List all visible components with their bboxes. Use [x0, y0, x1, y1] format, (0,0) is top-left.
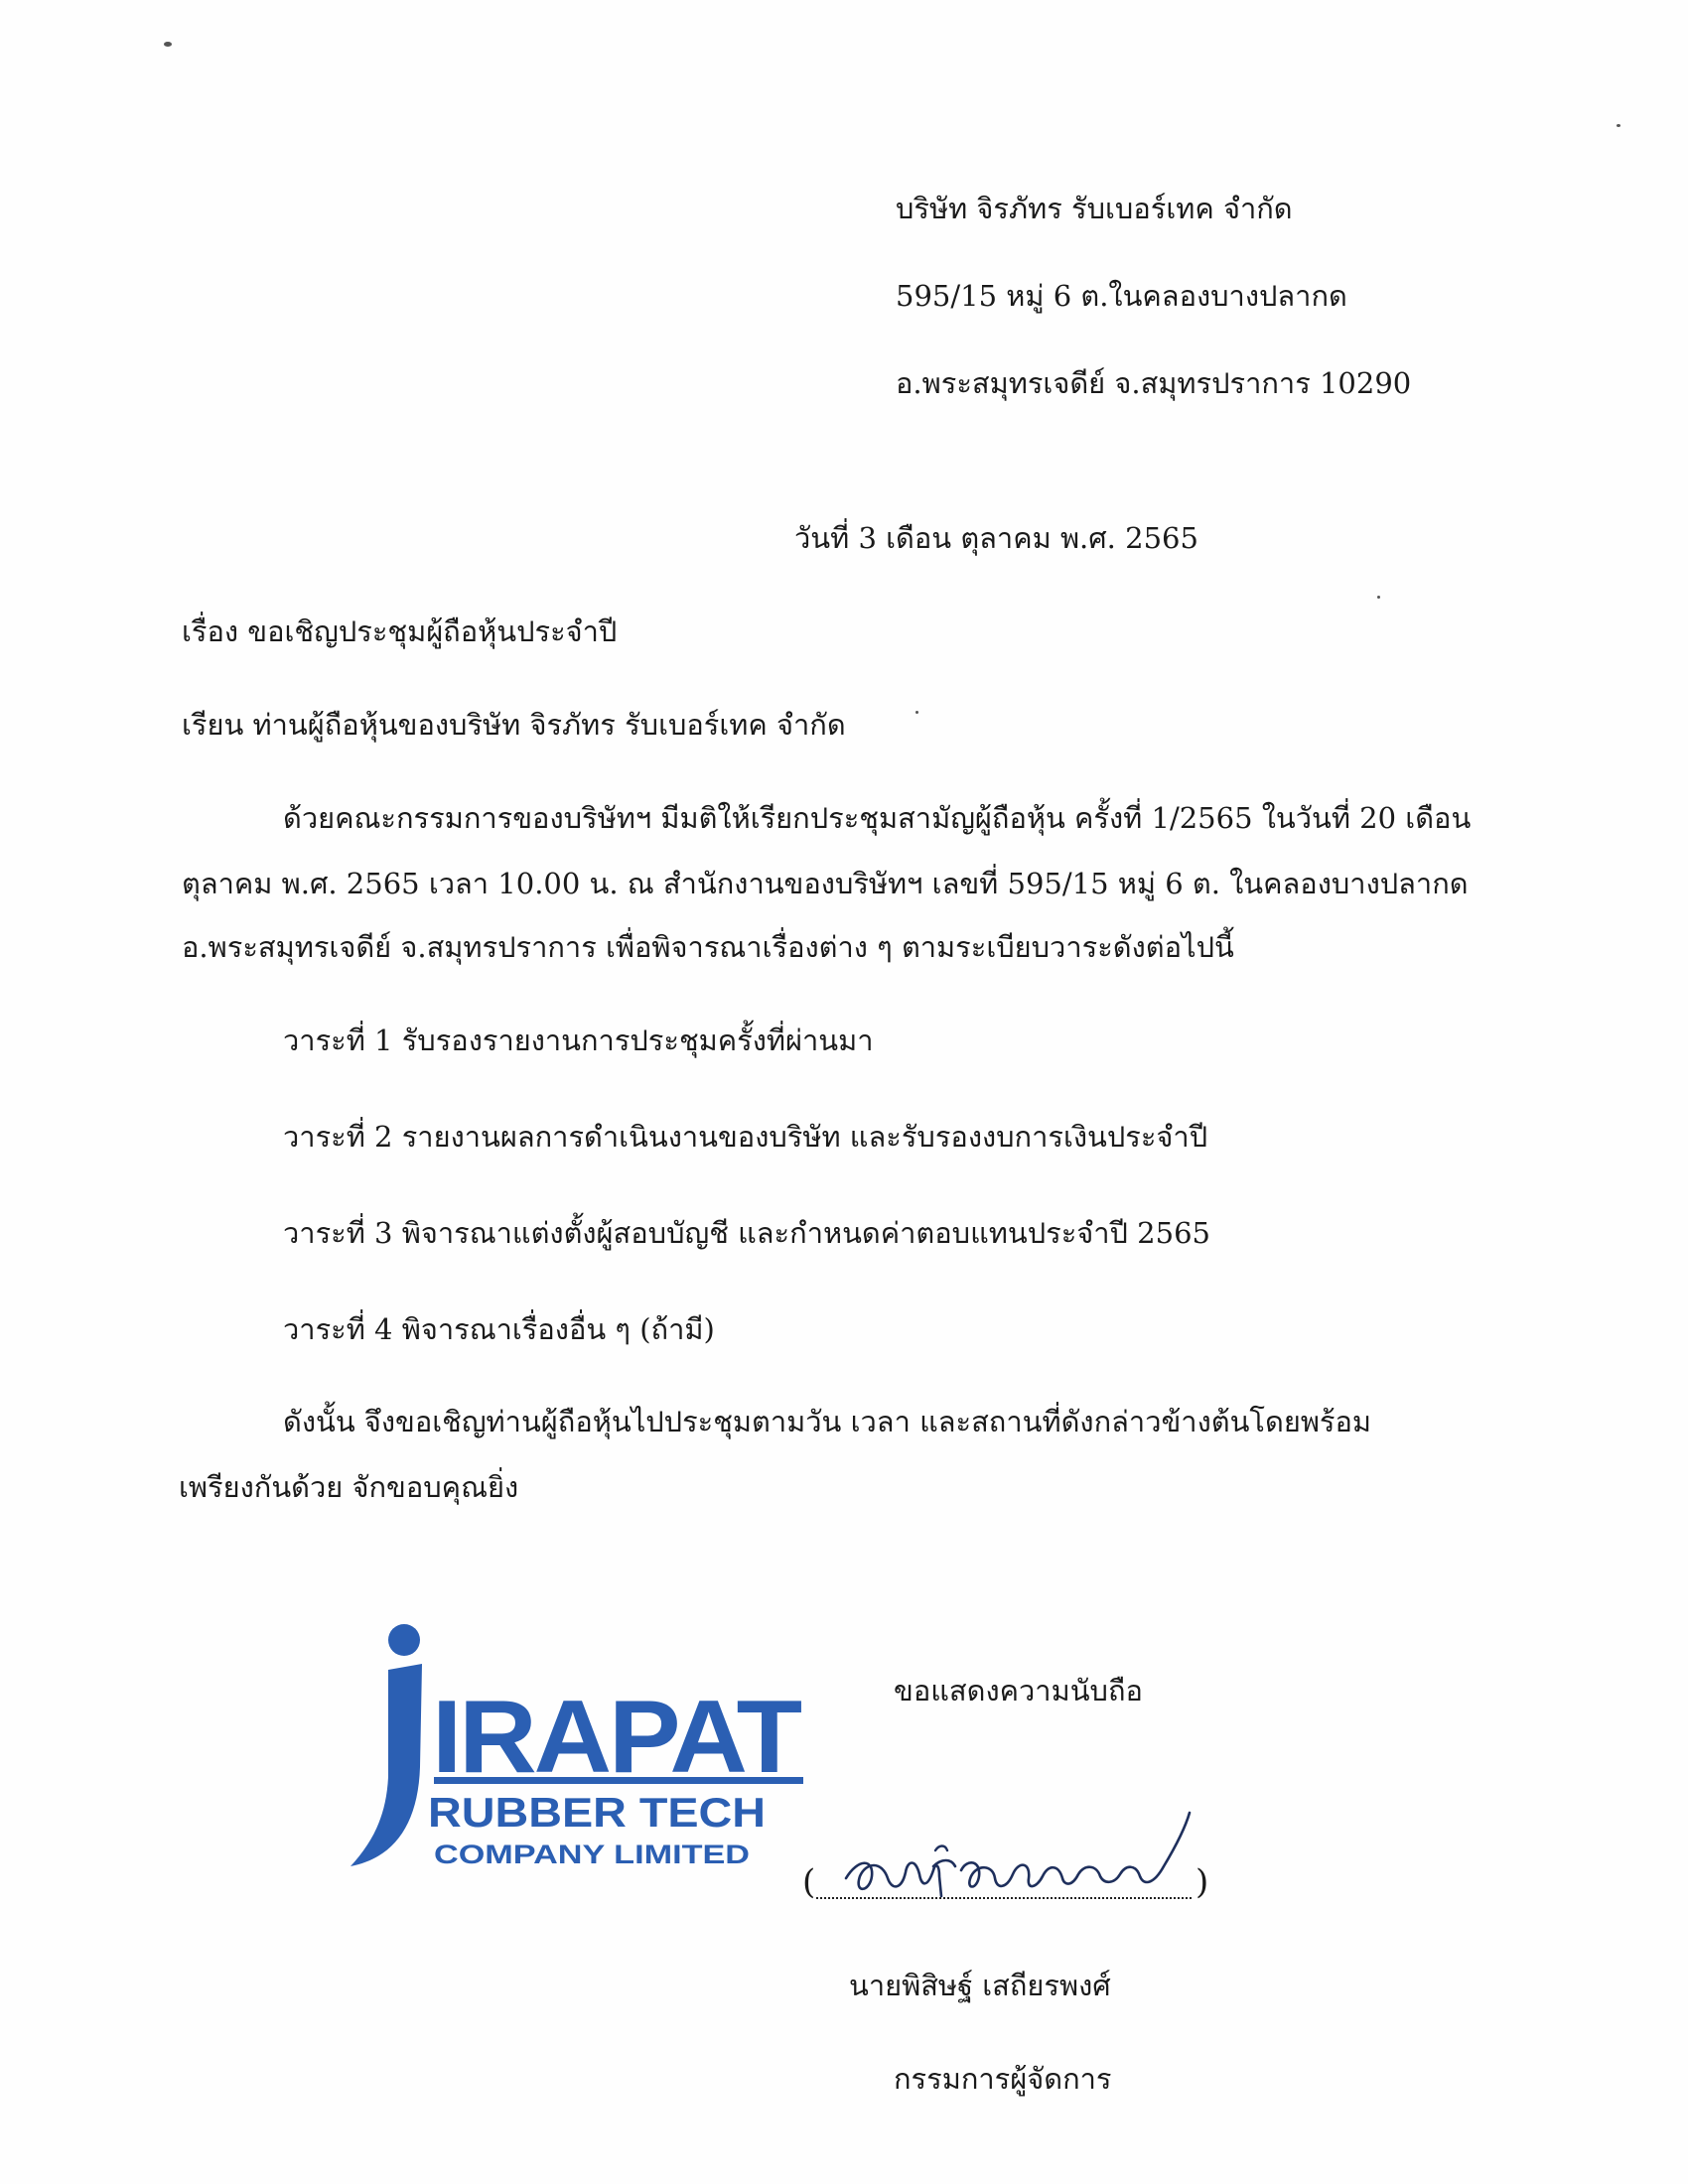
handwritten-signature	[816, 1807, 1213, 1916]
letter-date: วันที่ 3 เดือน ตุลาคม พ.ศ. 2565	[794, 521, 1198, 555]
company-stamp-logo	[343, 1618, 809, 1876]
agenda-item-3: วาระที่ 3 พิจารณาแต่งตั้งผู้สอบบัญชี และกำหนดค่าตอบแทนประจำปี 2565	[283, 1216, 1210, 1250]
stamp-brand-text: IRAPAT	[432, 1680, 802, 1795]
signer-title: กรรมการผู้จัดการ	[894, 2062, 1112, 2096]
agenda-item-1: วาระที่ 1 รับรองรายงานการประชุมครั้งที่ผ่านมา	[283, 1024, 874, 1057]
signer-name: นายพิสิษฐ์ เสถียรพงศ์	[849, 1969, 1111, 2002]
scan-speck	[164, 42, 172, 47]
scan-speck	[915, 711, 918, 714]
letter-subject: เรื่อง ขอเชิญประชุมผู้ถือหุ้นประจำปี	[182, 614, 618, 648]
body-line-1: ด้วยคณะกรรมการของบริษัทฯ มีมติให้เรียกประชุมสามัญผู้ถือหุ้น ครั้งที่ 1/2565 ในวันที่ 20 เดือน	[283, 801, 1472, 835]
signature-open-paren: (	[802, 1862, 816, 1902]
company-name: บริษัท จิรภัทร รับเบอร์เทค จำกัด	[896, 192, 1293, 225]
regards-text: ขอแสดงความนับถือ	[894, 1674, 1143, 1707]
stamp-line2-text: COMPANY LIMITED	[434, 1840, 750, 1869]
closing-line-1: ดังนั้น จึงขอเชิญท่านผู้ถือหุ้นไปประชุมตามวัน เวลา และสถานที่ดังกล่าวข้างต้นโดยพร้อม	[283, 1405, 1372, 1438]
body-line-3: อ.พระสมุทรเจดีย์ จ.สมุทรปราการ เพื่อพิจารณาเรื่องต่าง ๆ ตามระเบียบวาระดังต่อไปนี้	[182, 930, 1234, 964]
company-address-line1: 595/15 หมู่ 6 ต.ในคลองบางปลากด	[896, 279, 1347, 313]
agenda-item-4: วาระที่ 4 พิจารณาเรื่องอื่น ๆ (ถ้ามี)	[283, 1312, 715, 1346]
signature-close-paren: )	[1196, 1862, 1209, 1902]
stamp-line1-text: RUBBER TECH	[428, 1789, 766, 1836]
agenda-item-2: วาระที่ 2 รายงานผลการดำเนินงานของบริษัท และรับรองงบการเงินประจำปี	[283, 1120, 1208, 1154]
scan-speck	[1377, 596, 1380, 599]
closing-line-2: เพรียงกันด้วย จักขอบคุณยิ่ง	[179, 1470, 519, 1504]
letter-salutation: เรียน ท่านผู้ถือหุ้นของบริษัท จิรภัทร รับเบอร์เทค จำกัด	[182, 708, 846, 742]
body-line-2: ตุลาคม พ.ศ. 2565 เวลา 10.00 น. ณ สำนักงานของบริษัทฯ เลขที่ 595/15 หมู่ 6 ต. ในคลองบางปลากด	[182, 867, 1469, 900]
scan-speck	[1617, 124, 1620, 127]
company-address-line2: อ.พระสมุทรเจดีย์ จ.สมุทรปราการ 10290	[896, 366, 1412, 400]
